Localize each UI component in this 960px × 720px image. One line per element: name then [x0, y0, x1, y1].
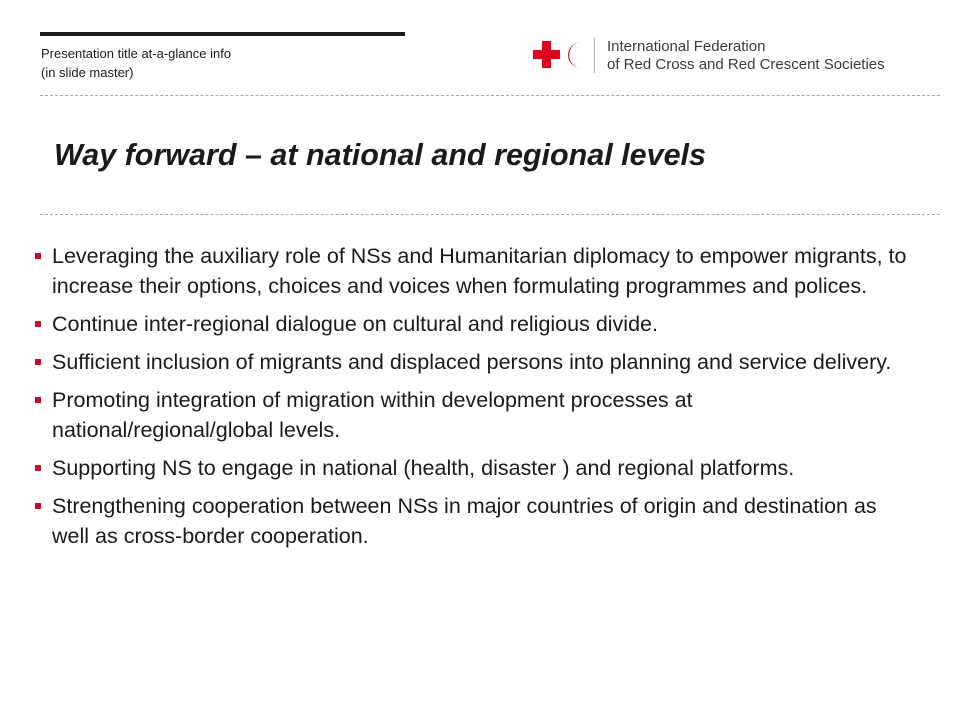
logo-text — [607, 38, 885, 74]
bullet-item — [35, 347, 915, 377]
bullet-text: Sufficient inclusion of migrants and displaced persons into planning and service delivery. — [52, 350, 892, 374]
bullet-square-icon — [35, 359, 41, 365]
bullet-text: Promoting integration of migration within development processes at national/regional/global levels. — [52, 388, 693, 442]
bullet-text: Continue inter-regional dialogue on cultural and religious divide. — [52, 312, 658, 336]
logo-text-line-1: International Federation — [607, 38, 766, 55]
ifrc-logo — [531, 35, 931, 75]
bullet-item — [35, 309, 915, 339]
bullet-item — [35, 241, 915, 301]
bullet-square-icon — [35, 465, 41, 471]
slide-title: Way forward – at national and regional levels — [54, 138, 706, 172]
master-info — [41, 44, 231, 82]
logo-divider — [594, 38, 595, 73]
master-info-line-2: (in slide master) — [41, 65, 134, 80]
bullet-square-icon — [35, 253, 41, 259]
bullet-square-icon — [35, 503, 41, 509]
logo-text-line-2: of Red Cross and Red Crescent Societies — [607, 56, 885, 73]
bullet-item — [35, 385, 915, 445]
bullet-square-icon — [35, 321, 41, 327]
bullet-text: Leveraging the auxiliary role of NSs and Humanitarian diplomacy to empower migrants, to increase their options, choices and voices when formulating programmes and polices. — [52, 244, 907, 298]
bullet-item — [35, 491, 915, 551]
header-divider — [40, 95, 940, 96]
bullet-text: Strengthening cooperation between NSs in major countries of origin and destination as well as cross-border cooperation. — [52, 494, 877, 548]
header-rule — [40, 32, 405, 36]
bullet-text: Supporting NS to engage in national (health, disaster ) and regional platforms. — [52, 456, 795, 480]
red-cross-crescent-icon — [531, 39, 591, 71]
master-info-line-1: Presentation title at-a-glance info — [41, 46, 232, 61]
bullet-item — [35, 453, 915, 483]
title-divider — [40, 214, 940, 215]
bullet-list — [35, 241, 915, 559]
bullet-square-icon — [35, 397, 41, 403]
